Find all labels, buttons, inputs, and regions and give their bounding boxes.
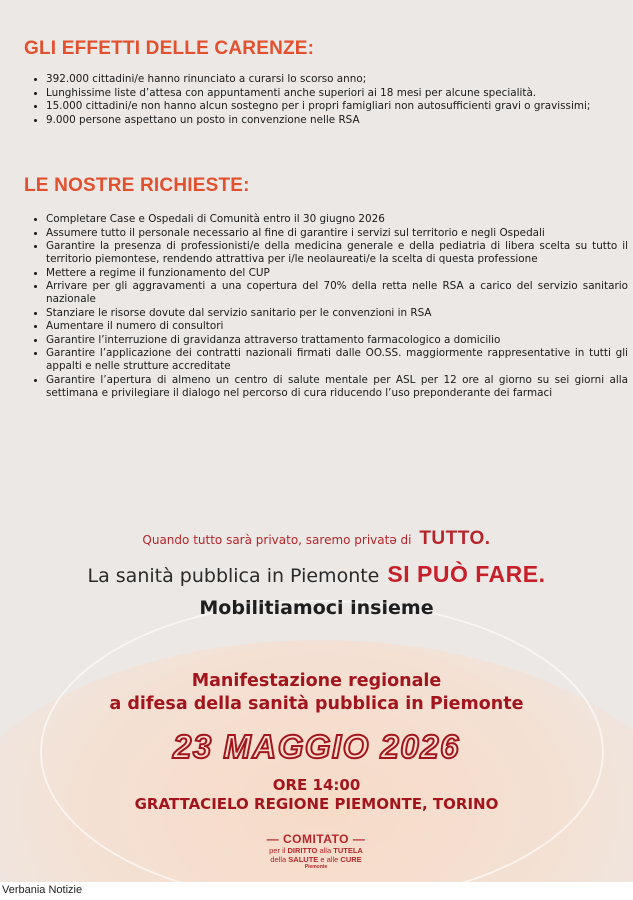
logo-word: CURE [340,855,362,864]
logo-title: — COMITATO — [266,832,366,846]
requests-item: • Garantire l’applicazione dei contratti nazionali firmati dalle OO.SS. maggiormente rappresentative in tutti gli appalti e nelle strutture accreditate [46,347,628,373]
effects-item: • Lunghissime liste d’attesa con appuntamenti anche superiori ai 18 mesi per alcune specialità. [46,87,628,100]
requests-item: • Garantire l’apertura di almeno un centro di salute mentale per ASL per 12 ore al giorno su sei giorni alla settimana e privilegiare il dialogo nel percorso di cura riducendo l’uso preponderante dei farmaci [46,374,628,400]
logo-word: e alle [320,855,339,864]
tagline-si-puo-fare [0,561,633,588]
logo-word: DIRITTO [287,846,318,855]
requests-item: • Arrivare per gli aggravamenti a una copertura del 70% della retta nelle RSA a carico del servizio sanitario nazionale [46,280,628,306]
effects-item: • 9.000 persone aspettano un posto in convenzione nelle RSA [46,114,628,127]
tagline-mobilitiamoci: Mobilitiamoci insieme [199,597,434,619]
event-title-line1: Manifestazione regionale [191,671,442,691]
logo-word: TUTELA [333,846,363,855]
event-date: 23 MAGGIO 2026 [173,728,460,765]
logo-word: SALUTE [288,855,319,864]
requests-item: • Assumere tutto il personale necessario al fine di garantire i servizi sul territorio e negli Ospedali [46,227,628,240]
logo-word: della [270,855,287,864]
event-place: GRATTACIELO REGIONE PIEMONTE, TORINO [134,795,499,813]
requests-item: • Aumentare il numero di consultori [46,320,628,333]
event-time: ORE 14:00 [272,776,361,794]
logo-line3 [236,855,396,864]
event-title [0,670,633,716]
requests-title: LE NOSTRE RICHIESTE: [24,175,250,196]
tagline-privato [0,528,633,550]
tagline-privato-emphasis: TUTTO. [419,528,491,549]
requests-item: • Mettere a regime il funzionamento del CUP [46,267,628,280]
logo-region: Piemonte [304,864,328,870]
logo-word: alla [319,846,332,855]
requests-item: • Completare Case e Ospedali di Comunità entro il 30 giugno 2026 [46,213,628,226]
event-title-line2: a difesa della sanità pubblica in Piemonte [109,694,524,714]
logo-line2 [236,846,396,855]
requests-item: • Garantire la presenza di professionisti/e della medicina generale e della pediatria di libera scelta su tutto il territorio piemontese, rendendo attrattiva per i/le neolaureati/e la scelta di questa professione [46,240,628,266]
logo-word: per il [269,846,286,855]
tagline-privato-text: Quando tutto sarà privato, saremo privatə di [142,533,412,547]
requests-item: • Stanziare le risorse dovute dal servizio sanitario per le convenzioni in RSA [46,307,628,320]
source-credit: Verbania Notizie [2,884,83,896]
effects-list [32,73,628,127]
requests-item: • Garantire l’interruzione di gravidanza attraverso trattamento farmacologico a domicilio [46,334,628,347]
comitato-logo [236,832,396,870]
effects-item: • 392.000 cittadini/e hanno rinunciato a curarsi lo scorso anno; [46,73,628,86]
tagline-si-puo-fare-emphasis: SI PUÒ FARE. [387,561,546,587]
requests-list [32,213,628,400]
tagline-si-puo-fare-text: La sanità pubblica in Piemonte [87,565,380,587]
effects-title: GLI EFFETTI DELLE CARENZE: [24,38,315,59]
effects-item: • 15.000 cittadini/e non hanno alcun sostegno per i propri famigliari non autosufficienti gravi o gravissimi; [46,100,628,113]
